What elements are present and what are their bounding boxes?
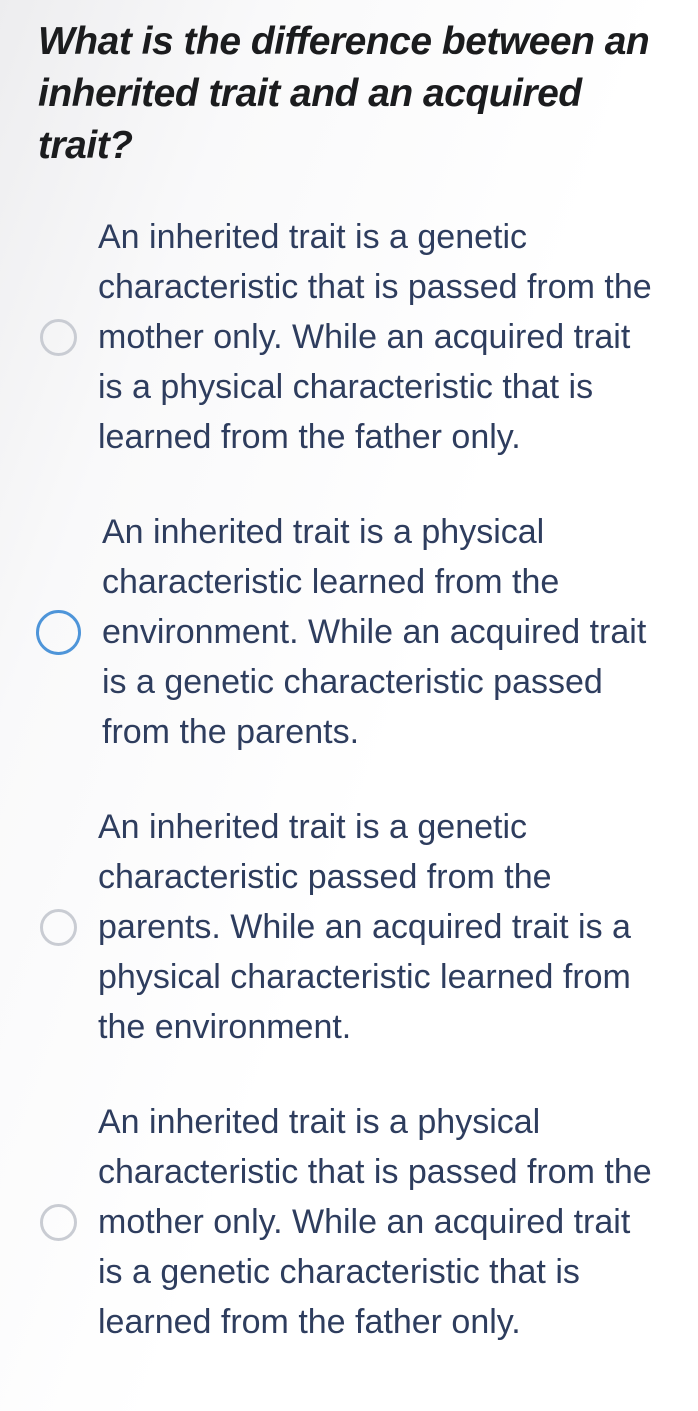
answer-option-2[interactable]: [38, 507, 698, 757]
answer-option-label[interactable]: An inherited trait is a physical characteristic that is passed from the mother only. While an acquired trait is a genetic characteristic that is learned from the father only.: [98, 1103, 652, 1341]
radio-button-icon[interactable]: [40, 1204, 77, 1241]
question-title: What is the difference between an inherited trait and an acquired trait?: [38, 20, 650, 167]
radio-button-icon[interactable]: [40, 319, 77, 356]
answer-options-list: [0, 212, 698, 1347]
answer-option-label[interactable]: An inherited trait is a genetic characteristic passed from the parents. While an acquired trait is a physical characteristic learned from the environment.: [98, 808, 631, 1046]
answer-option-label[interactable]: An inherited trait is a physical characteristic learned from the environment. While an acquired trait is a genetic characteristic passed from the parents.: [102, 513, 647, 751]
answer-option-4[interactable]: [38, 1097, 698, 1347]
answer-option-label[interactable]: An inherited trait is a genetic characteristic that is passed from the mother only. While an acquired trait is a physical characteristic that is learned from the father only.: [98, 218, 652, 456]
radio-button-icon[interactable]: [36, 610, 81, 655]
answer-option-3[interactable]: [38, 802, 698, 1052]
radio-button-icon[interactable]: [40, 909, 77, 946]
answer-option-1[interactable]: [38, 212, 698, 462]
